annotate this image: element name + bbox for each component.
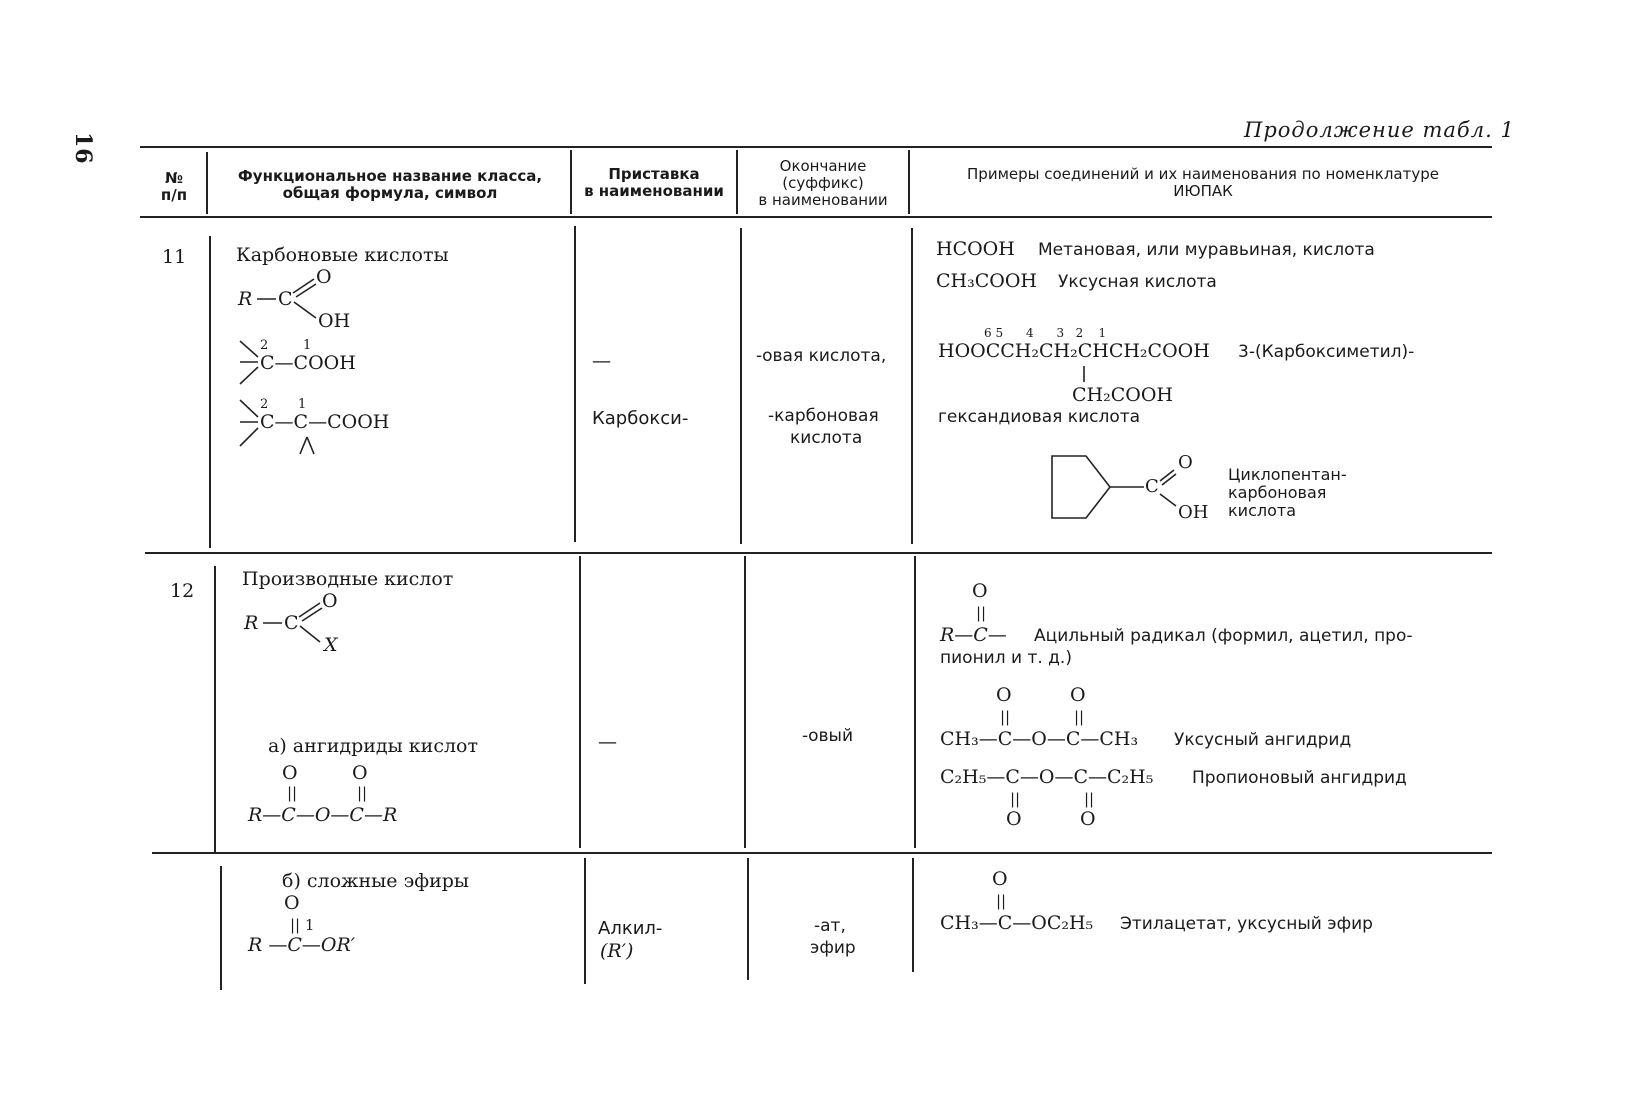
r12-anh1-bond2: || [1074, 708, 1085, 726]
r12-acyl-name-1: Ацильный радикал (формил, ацетил, про- [1034, 626, 1413, 646]
r11-suffix-3: кислота [790, 428, 863, 448]
r11-f3-text: C—C—COOH [260, 411, 390, 433]
header-col-prefix-line2: в наименовании [584, 182, 724, 200]
row-11-class-name: Карбоновые кислоты [236, 244, 449, 266]
r11-ex3-name-1: 3-(Карбоксиметил)- [1238, 342, 1415, 362]
r11-ex1-name: Метановая, или муравьиная, кислота [1038, 240, 1375, 260]
r12-sub-a-o1: O [282, 762, 298, 784]
r11-formula-R: R [238, 288, 253, 310]
r11-ex1-formula: HCOOH [936, 238, 1015, 260]
r12b-suffix-1: -ат, [814, 916, 846, 936]
r11-suffix-1: -овая кислота, [756, 346, 887, 366]
r12-anh1-bond1: || [1000, 708, 1011, 726]
page-number: 16 [70, 132, 96, 165]
r12-acyl-o: O [972, 580, 988, 602]
header-col-class-line2: общая формула, символ [282, 184, 498, 202]
r12b-prefix-2: (R′) [600, 940, 634, 962]
r12b-suffix-2: эфир [810, 938, 856, 958]
r12b-formula-bond: || 1 [290, 916, 315, 934]
r12-anh2-bond1: || [1010, 790, 1021, 808]
r12-anh2-o2: O [1080, 808, 1096, 830]
header-col-no-line2: п/п [160, 186, 188, 204]
header-col-suffix-line2: (суффикс) [782, 174, 864, 192]
r11-f3-num1: 1 [298, 397, 307, 412]
header-col-class-line1: Функциональное название класса, [237, 167, 543, 185]
r11-ex4-name-line2: карбоновая [1228, 483, 1327, 502]
r11-f2-text: C—COOH [260, 352, 356, 374]
r11-prefix-dash: — [592, 350, 611, 372]
r12-anh1-name: Уксусный ангидрид [1174, 730, 1352, 750]
r12b-ex-name: Этилацетат, уксусный эфир [1120, 914, 1373, 934]
r11-formula-C: C [278, 288, 293, 310]
header-col-no-line1: № [164, 169, 184, 187]
r12-anh2-bond2: || [1084, 790, 1095, 808]
r12-sub-a-bond2: || [357, 784, 368, 802]
r12b-formula: R —C—OR′ [248, 934, 356, 956]
r12-anh1-formula: CH₃—C—O—C—CH₃ [940, 728, 1139, 750]
r12-prefix-dash: — [598, 731, 617, 753]
r11-prefix: Карбокси- [592, 408, 689, 429]
r11-f2-num2: 2 [260, 338, 269, 353]
r11-ex3-name-2: гександиовая кислота [938, 407, 1141, 427]
r12b-ex-o: O [992, 868, 1008, 890]
r12-suffix: -овый [802, 726, 854, 746]
r11-ex3-branch: CH₂COOH [1072, 384, 1173, 406]
r11-ex4-name-line3: кислота [1228, 501, 1296, 520]
r12b-formula-o: O [284, 892, 300, 914]
header-col-prefix-line1: Приставка [608, 165, 700, 183]
r12-acyl-bond: || [976, 604, 987, 622]
r11-f3-num2: 2 [260, 397, 269, 412]
r11-ex2-name: Уксусная кислота [1058, 272, 1217, 292]
r12-formula-C: C [284, 612, 299, 634]
r12-formula-R: R [244, 612, 259, 634]
r12b-prefix-1: Алкил- [598, 918, 663, 939]
r11-ex2-formula: CH₃COOH [936, 270, 1037, 292]
r11-ex3-formula: HOOCCH₂CH₂CHCH₂COOH [938, 340, 1210, 362]
r11-f2-num1: 1 [303, 338, 312, 353]
r12b-sub-b: б) сложные эфиры [282, 870, 470, 892]
r12b-ex-formula: CH₃—C—OC₂H₅ [940, 912, 1094, 934]
r12-anh2-o1: O [1006, 808, 1022, 830]
r11-formula-OH: OH [318, 310, 351, 332]
r12-sub-a-formula: R—C—O—C—R [248, 804, 398, 826]
r12-anh2-name: Пропионовый ангидрид [1192, 768, 1407, 788]
header-col-suffix-line3: в наименовании [758, 191, 888, 209]
r12b-ex-bond: || [996, 892, 1007, 910]
r11-ex4-name-line1: Циклопентан- [1228, 465, 1347, 484]
r11-ex4-OH: OH [1178, 502, 1209, 523]
header-col-suffix-line1: Окончание [779, 157, 867, 175]
r11-suffix-2: -карбоновая [768, 406, 879, 426]
r11-ex3-numbers: 6 5 4 3 2 1 [984, 326, 1107, 340]
r12-acyl-name-2: пионил и т. д.) [940, 648, 1072, 668]
header-col-examples-line2: ИЮПАК [1173, 182, 1233, 200]
r12-anh1-o2: O [1070, 684, 1086, 706]
r12-formula-X: X [324, 634, 338, 656]
r12-sub-a-bond1: || [287, 784, 298, 802]
row-11-number: 11 [162, 246, 187, 268]
row-12-class-name: Производные кислот [242, 568, 454, 590]
r12-anh1-o1: O [996, 684, 1012, 706]
r11-formula-O: O [316, 266, 332, 288]
r11-ex4-O: O [1178, 452, 1193, 473]
r12-formula-O: O [322, 590, 338, 612]
r11-ex4-C: C [1145, 476, 1159, 497]
table-caption: Продолжение табл. 1 [1244, 118, 1515, 142]
r12-sub-a-o2: O [352, 762, 368, 784]
header-col-examples-line1: Примеры соединений и их наименования по номенклатуре [967, 165, 1439, 183]
r12-anh2-formula: C₂H₅—C—O—C—C₂H₅ [940, 766, 1154, 788]
r12-acyl-formula: R—C— [940, 624, 1007, 646]
row-12-number: 12 [170, 580, 195, 602]
r12-sub-a: а) ангидриды кислот [268, 735, 478, 757]
